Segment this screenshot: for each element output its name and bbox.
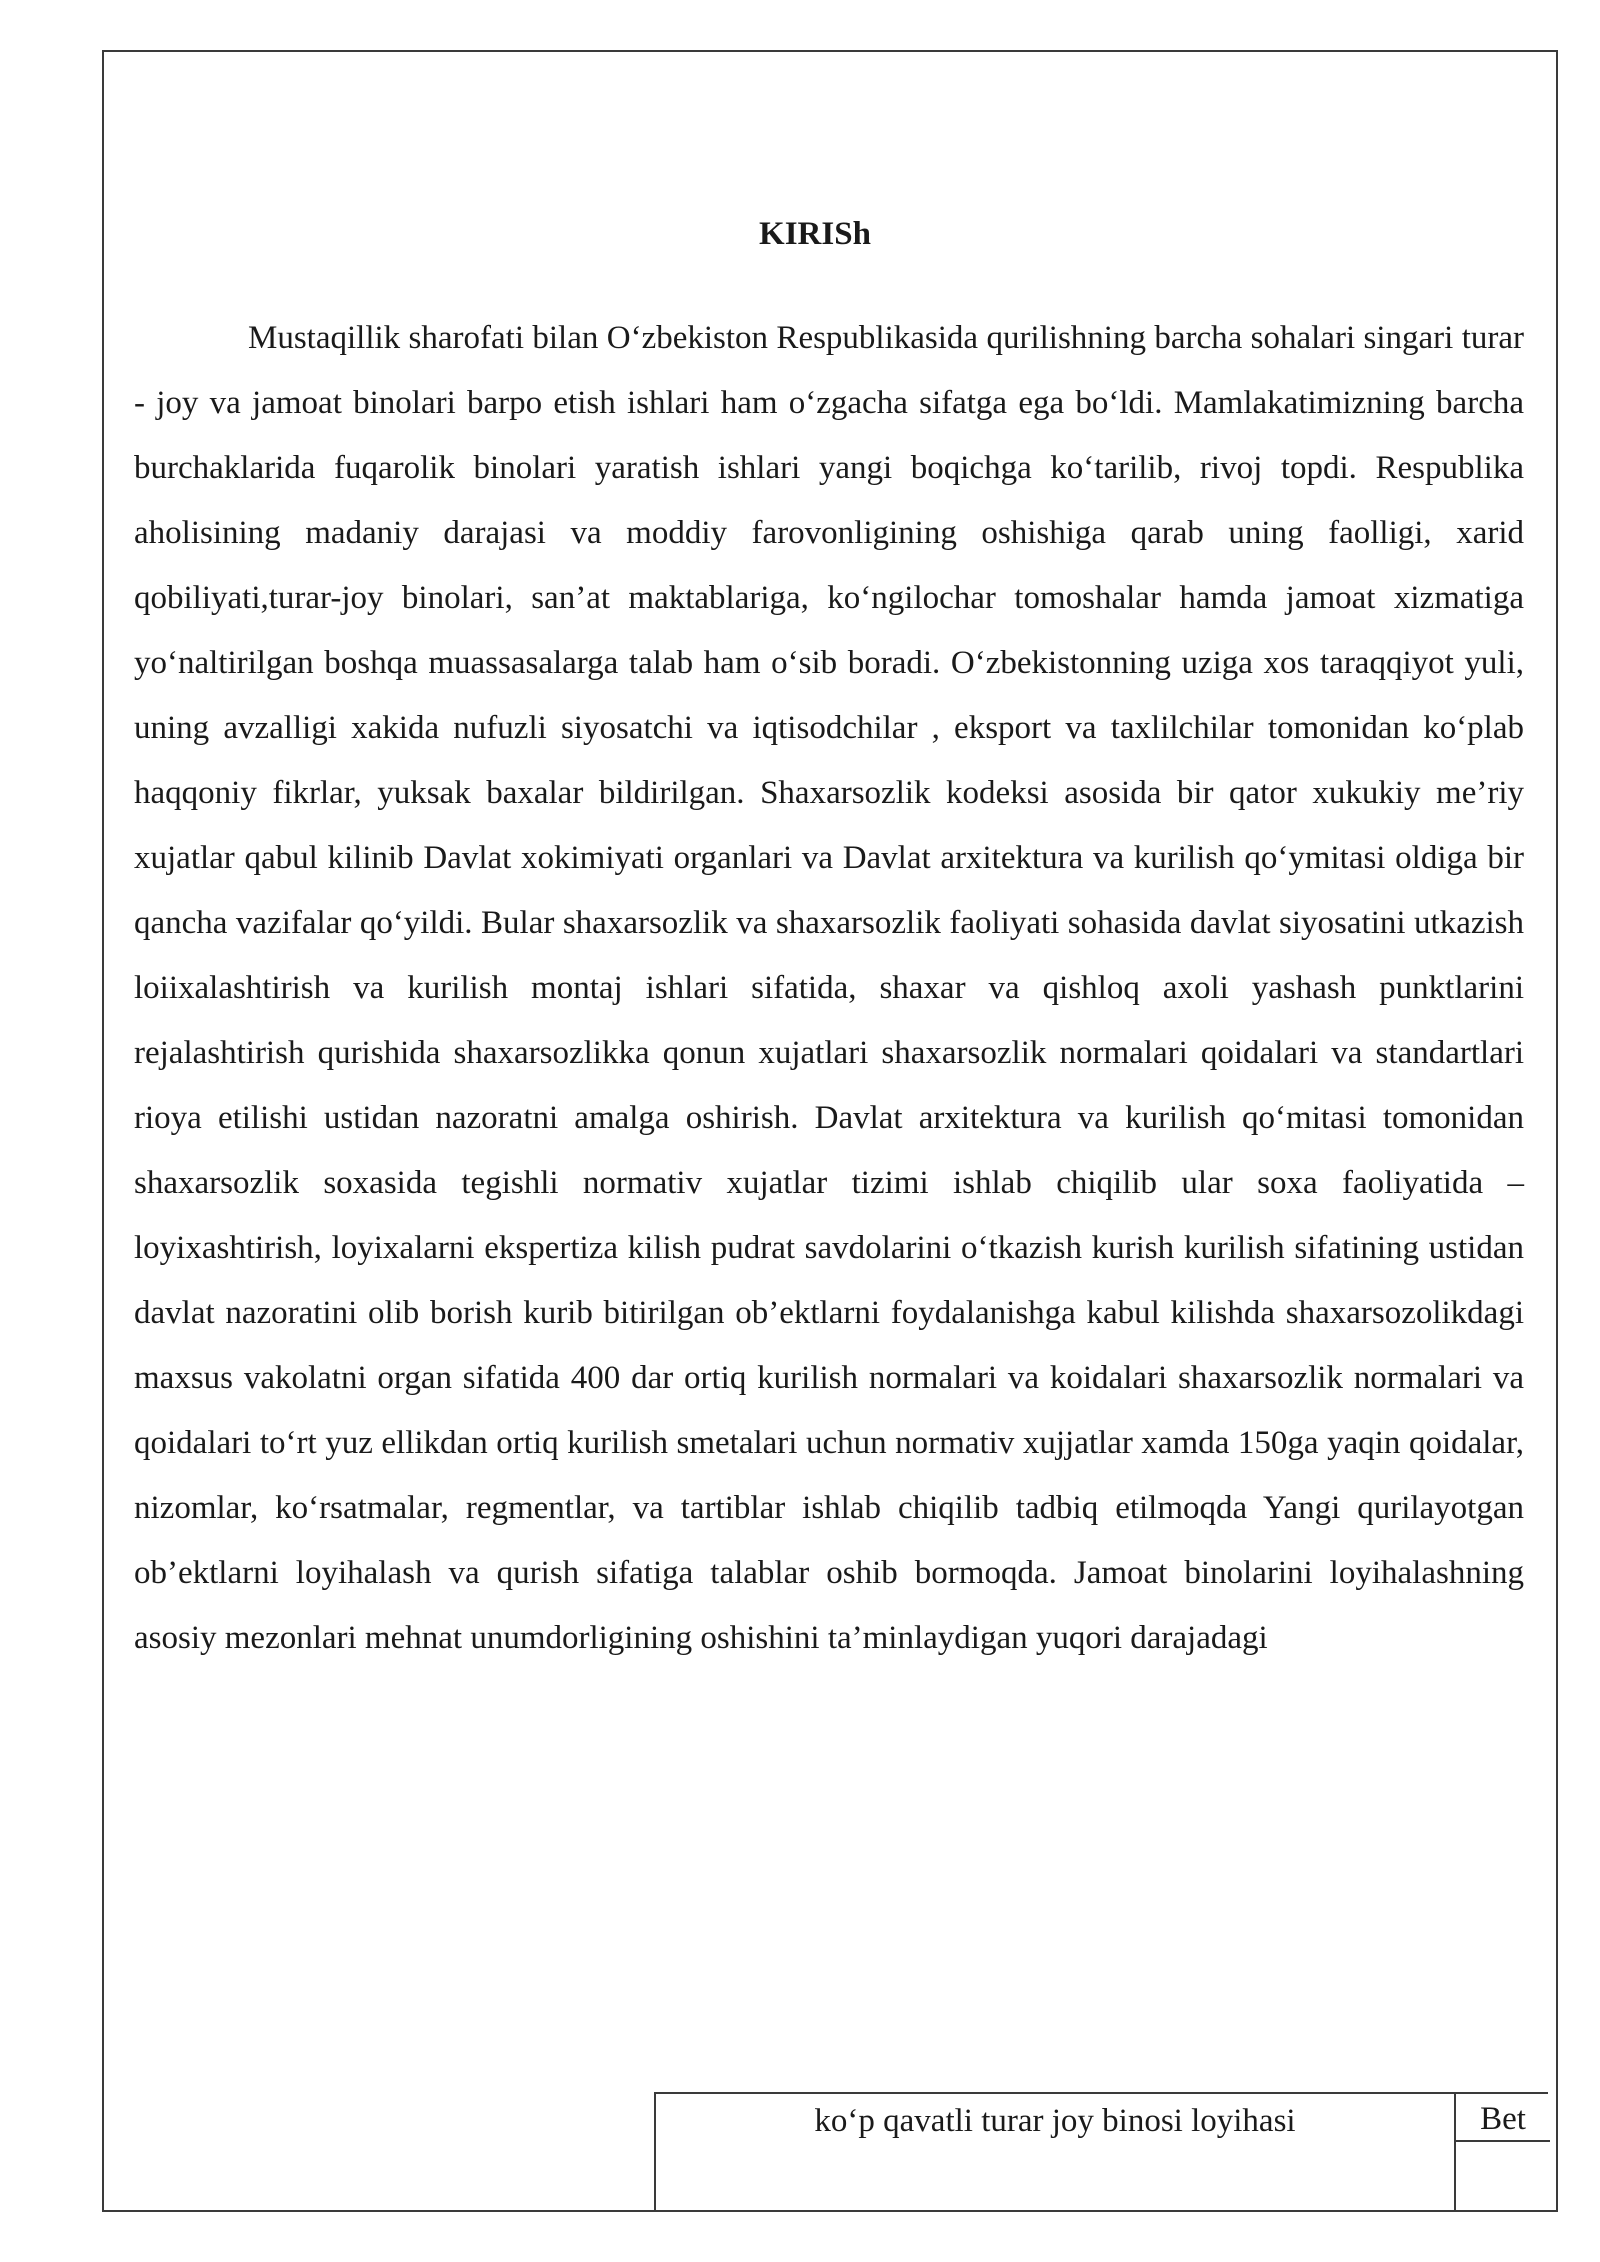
body-paragraph: Mustaqillik sharofati bilan O‘zbekiston Respublikasida qurilishning barcha sohalari singari turar - joy va jamoat binolari barpo etish ishlari ham o‘zgacha sifatga ega bo‘ldi. Mamlakatimizning barcha burchaklarida fuqarolik binolari yaratish ishlari yangi boqichga ko‘tarilib, rivoj topdi. Respublika aholisining madaniy darajasi va moddiy farovonligining oshishiga qarab uning faolligi, xarid qobiliyati,turar-joy binolari, san’at maktablariga, ko‘ngilochar tomoshalar hamda jamoat xizmatiga yo‘naltirilgan boshqa muassasalarga talab ham o‘sib boradi. O‘zbekistonning uziga xos taraqqiyot yuli, uning avzalligi xakida nufuzli siyosatchi va iqtisodchilar , eksport va taxlilchilar tomonidan ko‘plab haqqoniy fikrlar, yuksak baxalar bildirilgan. Shaxarsozlik kodeksi asosida bir qator xukukiy me’riy xujatlar qabul kilinib Davlat xokimiyati organlari va Davlat arxitektura va kurilish qo‘ymitasi oldiga bir qancha vazifalar qo‘yildi. Bular shaxarsozlik va shaxarsozlik faoliyati sohasida davlat siyosatini utkazish loiixalashtirish va kurilish montaj ishlari sifatida, shaxar va qishloq axoli yashash punktlarini rejalashtirish qurishida shaxarsozlikka qonun xujatlari shaxarsozlik normalari qoidalari va standartlari rioya etilishi ustidan nazoratni amalga oshirish. Davlat arxitektura va kurilish qo‘mitasi tomonidan shaxarsozlik soxasida tegishli normativ xujatlar tizimi ishlab chiqilib ular soxa faoliyatida – loyixashtirish, loyixalarni ekspertiza kilish pudrat savdolarini o‘tkazish kurish kurilish sifatining ustidan davlat nazoratini olib borish kurib bitirilgan ob’ektlarni foydalanishga kabul kilishda shaxarsozolikdagi maxsus vakolatni organ sifatida 400 dar ortiq kurilish normalari va koidalari shaxarsozlik normalari va qoidalari to‘rt yuz ellikdan ortiq kurilish smetalari uchun normativ xujjatlar xamda 150ga yaqin qoidalar, nizomlar, ko‘rsatmalar, regmentlar, va tartiblar ishlab chiqilib tadbiq etilmoqda Yangi qurilayotgan ob’ektlarni loyihalash va qurish sifatiga talablar oshib bormoqda. Jamoat binolarini loyihalashning asosiy mezonlari mehnat unumdorligining oshishini ta’minlaydigan yuqori darajadagi xyxy=(134,320,1524,1656)
document-title: ko‘p qavatli turar joy binosi loyihasi xyxy=(656,2094,1456,2212)
page-number-label: Bet xyxy=(1456,2094,1550,2142)
page-heading: KIRISh xyxy=(759,216,871,252)
title-block xyxy=(654,2092,1548,2212)
